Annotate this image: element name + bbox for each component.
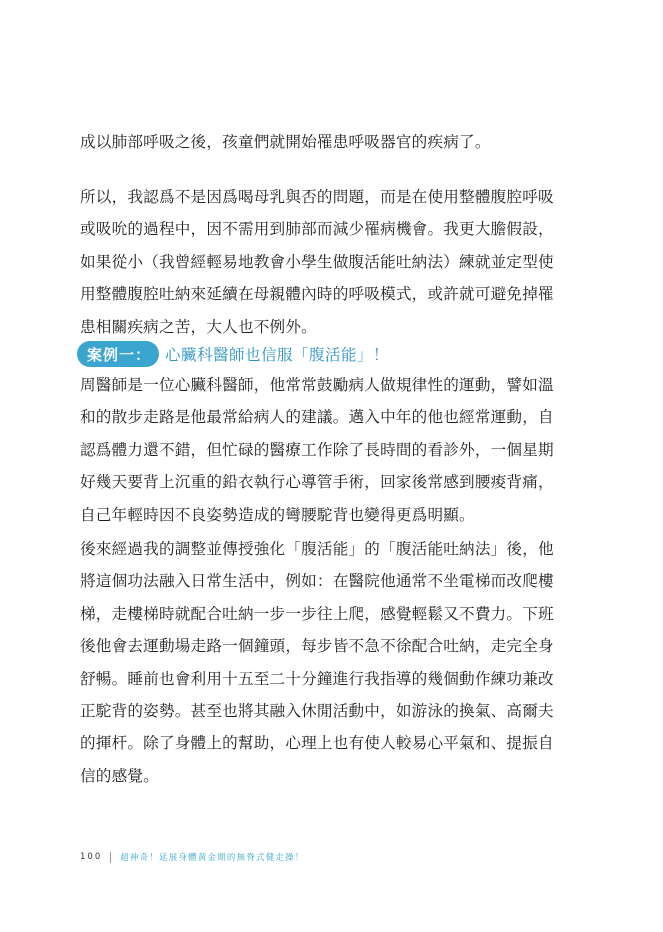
footer-divider bbox=[110, 852, 111, 863]
text-line: 的揮杆。除了身體上的幫助，心理上也有使人較易心平氣和、提振自 bbox=[80, 734, 554, 753]
page-number: 100 bbox=[80, 852, 103, 862]
text-line: 舒暢。睡前也會利用十五至二十分鐘進行我指導的幾個動作練功兼改 bbox=[80, 669, 554, 688]
case-title: 心臟科醫師也信服「腹活能」！ bbox=[165, 346, 390, 364]
text-line: 後他會去運動場走路一個鐘頭，每步皆不急不徐配合吐納，走完全身 bbox=[80, 637, 554, 656]
page-footer bbox=[80, 851, 305, 863]
text-line: 認爲體力還不錯，但忙碌的醫療工作除了長時間的看診外，一個星期 bbox=[80, 440, 554, 459]
text-line: 後來經過我的調整並傳授強化「腹活能」的「腹活能吐納法」後，他 bbox=[80, 540, 554, 558]
running-book-title: 超神奇！延展身體黃金期的無脊式健走操！ bbox=[120, 853, 305, 863]
text-line: 所以，我認爲不是因爲喝母乳與否的問題，而是在使用整體腹腔呼吸 bbox=[80, 188, 554, 206]
text-line: 自己年輕時因不良姿勢造成的彎腰駝背也變得更爲明顯。 bbox=[80, 505, 475, 524]
paragraph-4 bbox=[80, 533, 554, 792]
case-badge: 案例一： bbox=[77, 341, 159, 367]
text-line: 梯，走樓梯時就配合吐納一步一步往上爬，感覺輕鬆又不費力。下班 bbox=[80, 604, 554, 623]
paragraph-1 bbox=[80, 126, 550, 158]
text-line: 將這個功法融入日常生活中，例如：在醫院他通常不坐電梯而改爬樓 bbox=[80, 572, 554, 591]
text-line: 信的感覺。 bbox=[80, 766, 159, 785]
text-line: 好幾天要背上沉重的鉛衣執行心導管手術，回家後常感到腰痠背痛， bbox=[80, 473, 554, 492]
text-line: 和的散步走路是他最常給病人的建議。邁入中年的他也經常運動，自 bbox=[80, 408, 554, 427]
text-line: 成以肺部呼吸之後，孩童們就開始罹患呼吸器官的疾病了。 bbox=[80, 133, 491, 151]
paragraph-2 bbox=[80, 181, 554, 343]
text-line: 或吸吮的過程中，因不需用到肺部而減少罹病機會。我更大膽假設， bbox=[80, 220, 554, 239]
text-line: 周醫師是一位心臟科醫師，他常常鼓勵病人做規律性的運動，譬如溫 bbox=[80, 376, 554, 394]
text-line: 患相關疾病之苦，大人也不例外。 bbox=[80, 317, 317, 336]
case-heading bbox=[77, 341, 389, 367]
text-line: 正駝背的姿勢。甚至也將其融入休閒活動中，如游泳的換氣、高爾夫 bbox=[80, 702, 554, 721]
paragraph-3 bbox=[80, 369, 554, 531]
text-line: 用整體腹腔吐納來延續在母親體內時的呼吸模式，或許就可避免掉罹 bbox=[80, 285, 554, 304]
text-line: 如果從小（我曾經輕易地教會小學生做腹活能吐納法）練就並定型使 bbox=[80, 252, 554, 271]
